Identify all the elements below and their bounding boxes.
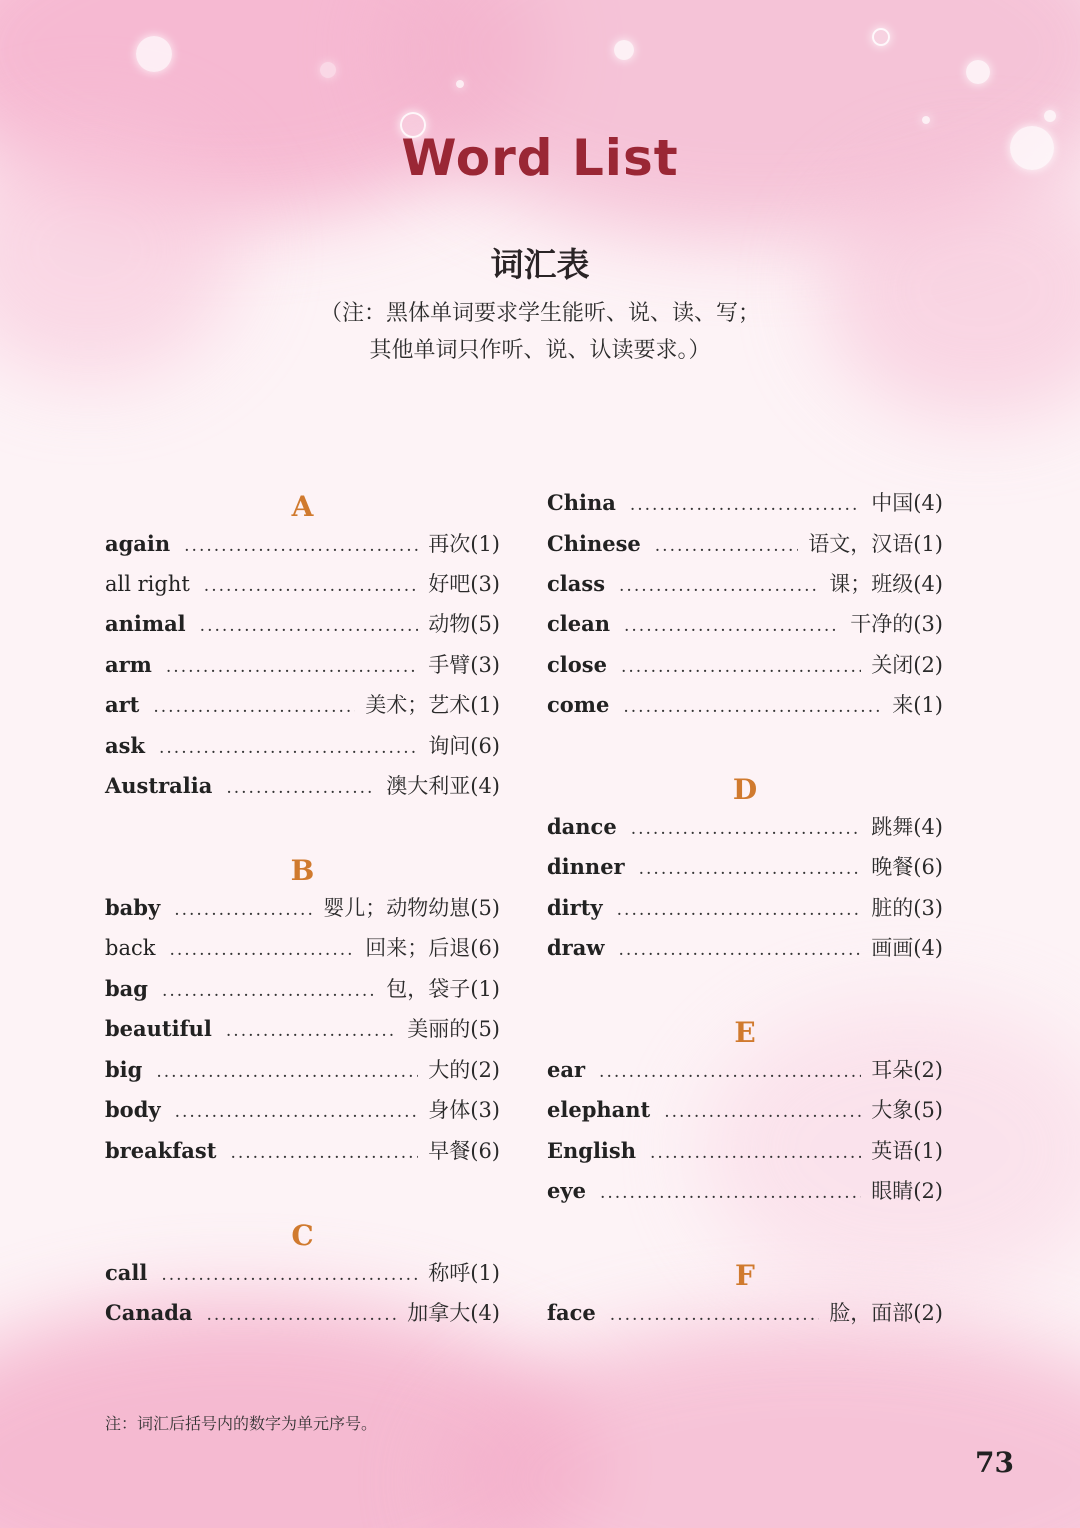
english-word: dance [547, 814, 617, 839]
chinese-meaning: 美丽的(5) [407, 1017, 500, 1041]
bubble-decoration [872, 28, 890, 46]
word-entry [105, 1135, 500, 1167]
chinese-meaning: 课；班级(4) [829, 572, 943, 596]
word-entry [105, 649, 500, 681]
word-entry [105, 892, 500, 924]
chinese-meaning: 再次(1) [428, 532, 500, 556]
english-word: bag [105, 976, 148, 1001]
word-entry [547, 1054, 943, 1086]
english-word: clean [547, 611, 610, 636]
english-word: face [547, 1300, 596, 1325]
leader-dots [655, 536, 798, 556]
english-word: Canada [105, 1300, 193, 1325]
word-entry [105, 1257, 500, 1289]
section-letter-c: C [291, 1219, 314, 1252]
unit-number-footnote: 注：词汇后括号内的数字为单元序号。 [105, 1414, 378, 1433]
chinese-meaning: 跳舞(4) [871, 815, 943, 839]
word-entry [547, 568, 943, 600]
leader-dots [156, 1062, 418, 1082]
leader-dots [618, 940, 861, 960]
chinese-meaning: 画画(4) [871, 936, 943, 960]
leader-dots [226, 778, 376, 798]
english-word: breakfast [105, 1138, 217, 1163]
bubble-decoration [320, 62, 336, 78]
leader-dots [175, 1102, 419, 1122]
english-word: back [105, 936, 156, 960]
leader-dots [599, 1062, 861, 1082]
section-letter-f: F [735, 1259, 755, 1292]
chinese-meaning: 身体(3) [428, 1098, 500, 1122]
leader-dots [610, 1305, 819, 1325]
english-word: big [105, 1057, 143, 1082]
word-entry [547, 932, 943, 964]
word-entry [547, 608, 943, 640]
bubble-decoration [456, 80, 464, 88]
leader-dots [200, 616, 419, 636]
word-entry [105, 770, 500, 802]
word-entry [547, 1297, 943, 1329]
leader-dots [621, 657, 861, 677]
leader-dots [162, 981, 376, 1001]
word-entry [105, 568, 500, 600]
leader-dots [639, 859, 862, 879]
leader-dots [159, 738, 418, 758]
leader-dots [623, 697, 882, 717]
english-word: China [547, 490, 616, 515]
english-word: come [547, 692, 610, 717]
word-entry [105, 608, 500, 640]
section-letter-b: B [290, 854, 315, 887]
chinese-meaning: 干净的(3) [850, 612, 943, 636]
word-entry [105, 528, 500, 560]
chinese-meaning: 来(1) [892, 693, 943, 717]
leader-dots [207, 1305, 398, 1325]
english-word: draw [547, 935, 605, 960]
leader-dots [161, 1265, 418, 1285]
word-entry [105, 932, 500, 964]
chinese-meaning: 婴儿；动物幼崽(5) [323, 896, 500, 920]
english-word: art [105, 692, 140, 717]
english-word: animal [105, 611, 186, 636]
word-entry [547, 649, 943, 681]
word-entry [547, 1175, 943, 1207]
chinese-meaning: 耳朵(2) [871, 1058, 943, 1082]
word-entry [547, 851, 943, 883]
chinese-meaning: 大象(5) [871, 1098, 943, 1122]
english-word: arm [105, 652, 152, 677]
bubble-decoration [614, 40, 634, 60]
word-entry [547, 1135, 943, 1167]
leader-dots [174, 900, 313, 920]
leader-dots [169, 940, 355, 960]
word-entry [105, 730, 500, 762]
english-word: elephant [547, 1097, 651, 1122]
leader-dots [184, 536, 418, 556]
section-letter-d: D [732, 773, 758, 806]
chinese-meaning: 早餐(6) [428, 1139, 500, 1163]
leader-dots [630, 495, 861, 515]
chinese-meaning: 加拿大(4) [407, 1301, 500, 1325]
requirement-note-line-1: （注：黑体单词要求学生能听、说、读、写； [319, 301, 760, 326]
bubble-decoration [1044, 110, 1056, 122]
english-word: baby [105, 895, 161, 920]
leader-dots [624, 616, 840, 636]
chinese-meaning: 中国(4) [871, 491, 943, 515]
leader-dots [619, 576, 819, 596]
word-entry [105, 1054, 500, 1086]
chinese-meaning: 动物(5) [428, 612, 500, 636]
chinese-meaning: 脸，面部(2) [829, 1301, 943, 1325]
leader-dots [617, 900, 862, 920]
leader-dots [226, 1021, 397, 1041]
page-title: Word List [401, 129, 679, 187]
chinese-meaning: 澳大利亚(4) [386, 774, 500, 798]
chinese-meaning: 询问(6) [428, 734, 500, 758]
leader-dots [204, 576, 418, 596]
chinese-meaning: 晚餐(6) [871, 855, 943, 879]
english-word: dinner [547, 854, 625, 879]
section-letter-a: A [291, 490, 314, 523]
chinese-meaning: 大的(2) [428, 1058, 500, 1082]
bubble-decoration [966, 60, 990, 84]
english-word: body [105, 1097, 161, 1122]
word-entry [547, 487, 943, 519]
english-word: call [105, 1260, 148, 1285]
pink-wash-bottom-right [440, 1320, 1080, 1528]
english-word: again [105, 531, 171, 556]
english-word: all right [105, 572, 190, 596]
word-entry [105, 973, 500, 1005]
leader-dots [664, 1102, 861, 1122]
english-word: dirty [547, 895, 603, 920]
english-word: class [547, 571, 606, 596]
leader-dots [166, 657, 418, 677]
chinese-meaning: 脏的(3) [871, 896, 943, 920]
word-entry [547, 1094, 943, 1126]
english-word: eye [547, 1178, 586, 1203]
leader-dots [650, 1143, 861, 1163]
chinese-meaning: 语文，汉语(1) [808, 532, 943, 556]
english-word: ear [547, 1057, 586, 1082]
bubble-decoration [922, 116, 930, 124]
english-word: close [547, 652, 607, 677]
chinese-meaning: 称呼(1) [428, 1261, 500, 1285]
leader-dots [230, 1143, 418, 1163]
word-entry [105, 1094, 500, 1126]
english-word: English [547, 1138, 637, 1163]
chinese-meaning: 手臂(3) [428, 653, 500, 677]
english-word: Chinese [547, 531, 641, 556]
word-entry [105, 689, 500, 721]
page-subtitle: 词汇表 [490, 245, 590, 284]
english-word: ask [105, 733, 145, 758]
word-entry [547, 811, 943, 843]
word-entry [547, 528, 943, 560]
leader-dots [600, 1183, 861, 1203]
word-entry [105, 1013, 500, 1045]
chinese-meaning: 眼睛(2) [871, 1179, 943, 1203]
english-word: beautiful [105, 1016, 212, 1041]
chinese-meaning: 好吧(3) [428, 572, 500, 596]
section-letter-e: E [734, 1016, 756, 1049]
bubble-decoration [136, 36, 172, 72]
word-entry [547, 689, 943, 721]
leader-dots [153, 697, 355, 717]
requirement-note-line-2: 其他单词只作听、说、认读要求。） [369, 338, 711, 363]
chinese-meaning: 关闭(2) [871, 653, 943, 677]
word-entry [547, 892, 943, 924]
chinese-meaning: 美术；艺术(1) [365, 693, 500, 717]
page-number: 73 [975, 1446, 1014, 1479]
chinese-meaning: 英语(1) [871, 1139, 943, 1163]
english-word: Australia [105, 773, 213, 798]
chinese-meaning: 包，袋子(1) [386, 977, 500, 1001]
leader-dots [631, 819, 862, 839]
chinese-meaning: 回来；后退(6) [365, 936, 500, 960]
word-entry [105, 1297, 500, 1329]
